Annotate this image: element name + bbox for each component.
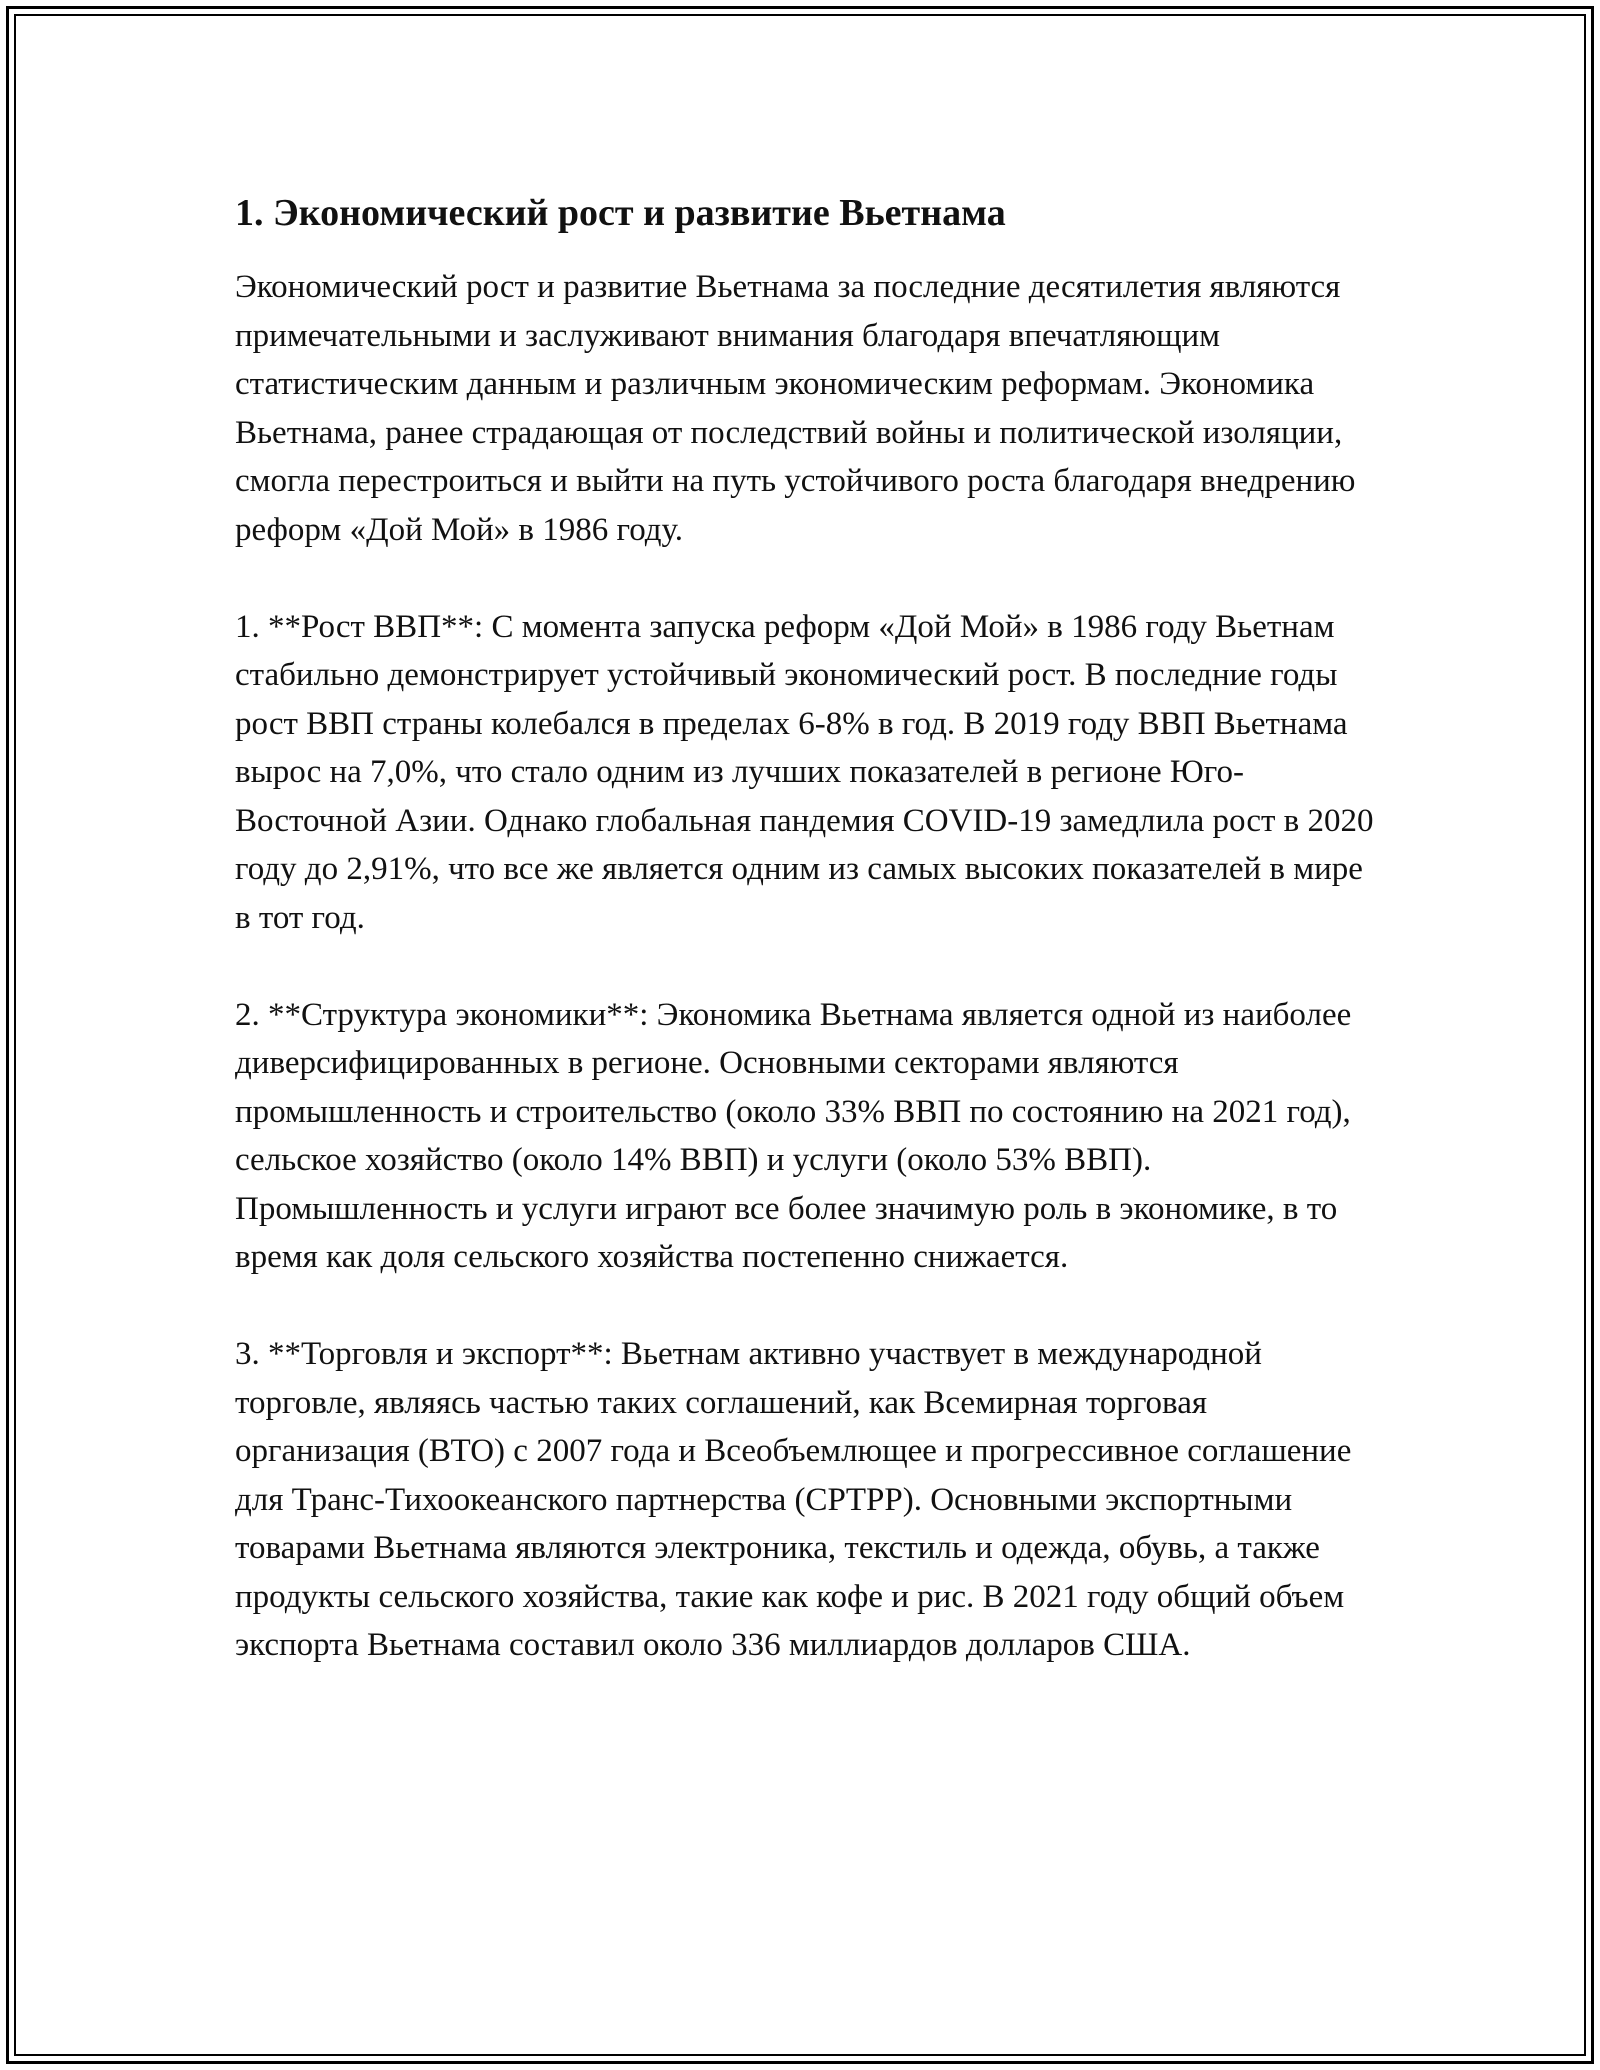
economy-structure-paragraph: 2. **Структура экономики**: Экономика Вьетнама является одной из наиболее диверсифицированных в регионе. Основными секторами являются промышленность и строительство (около 33% ВВП по состоянию на 2021 год), сельское хозяйство (около 14% ВВП) и услуги (около 53% ВВП). Промышленность и услуги играют все более значимую роль в экономике, в то время как доля сельского хозяйства постепенно снижается. bbox=[235, 996, 1352, 1275]
document-body bbox=[235, 185, 1375, 1718]
gdp-growth-paragraph: 1. **Рост ВВП**: С момента запуска реформ «Дой Мой» в 1986 году Вьетнам стабильно демонстрирует устойчивый экономический рост. В последние годы рост ВВП страны колебался в пределах 6-8% в год. В 2019 году ВВП Вьетнама вырос на 7,0%, что стало одним из лучших показателей в регионе Юго-Восточной Азии. Однако глобальная пандемия COVID-19 замедлила рост в 2020 году до 2,91%, что все же является одним из самых высоких показателей в мире в тот год. bbox=[235, 608, 1374, 936]
section-heading: 1. Экономический рост и развитие Вьетнама bbox=[235, 192, 1006, 234]
intro-paragraph: Экономический рост и развитие Вьетнама за последние десятилетия являются примечательными и заслуживают внимания благодаря впечатляющим статистическим данным и различным экономическим реформам. Экономика Вьетнама, ранее страдающая от последствий войны и политической изоляции, смогла перестроиться и выйти на путь устойчивого роста благодаря внедрению реформ «Дой Мой» в 1986 году. bbox=[235, 269, 1356, 548]
trade-export-paragraph: 3. **Торговля и экспорт**: Вьетнам активно участвует в международной торговле, являясь частью таких соглашений, как Всемирная торговая организация (ВТО) с 2007 года и Всеобъемлющее и прогрессивное соглашение для Транс-Тихоокеанского партнерства (CPTPP). Основными экспортными товарами Вьетнама являются электроника, текстиль и одежда, обувь, а также продукты сельского хозяйства, такие как кофе и рис. В 2021 году общий объем экспорта Вьетнама составил около 336 миллиардов долларов США. bbox=[235, 1336, 1352, 1663]
